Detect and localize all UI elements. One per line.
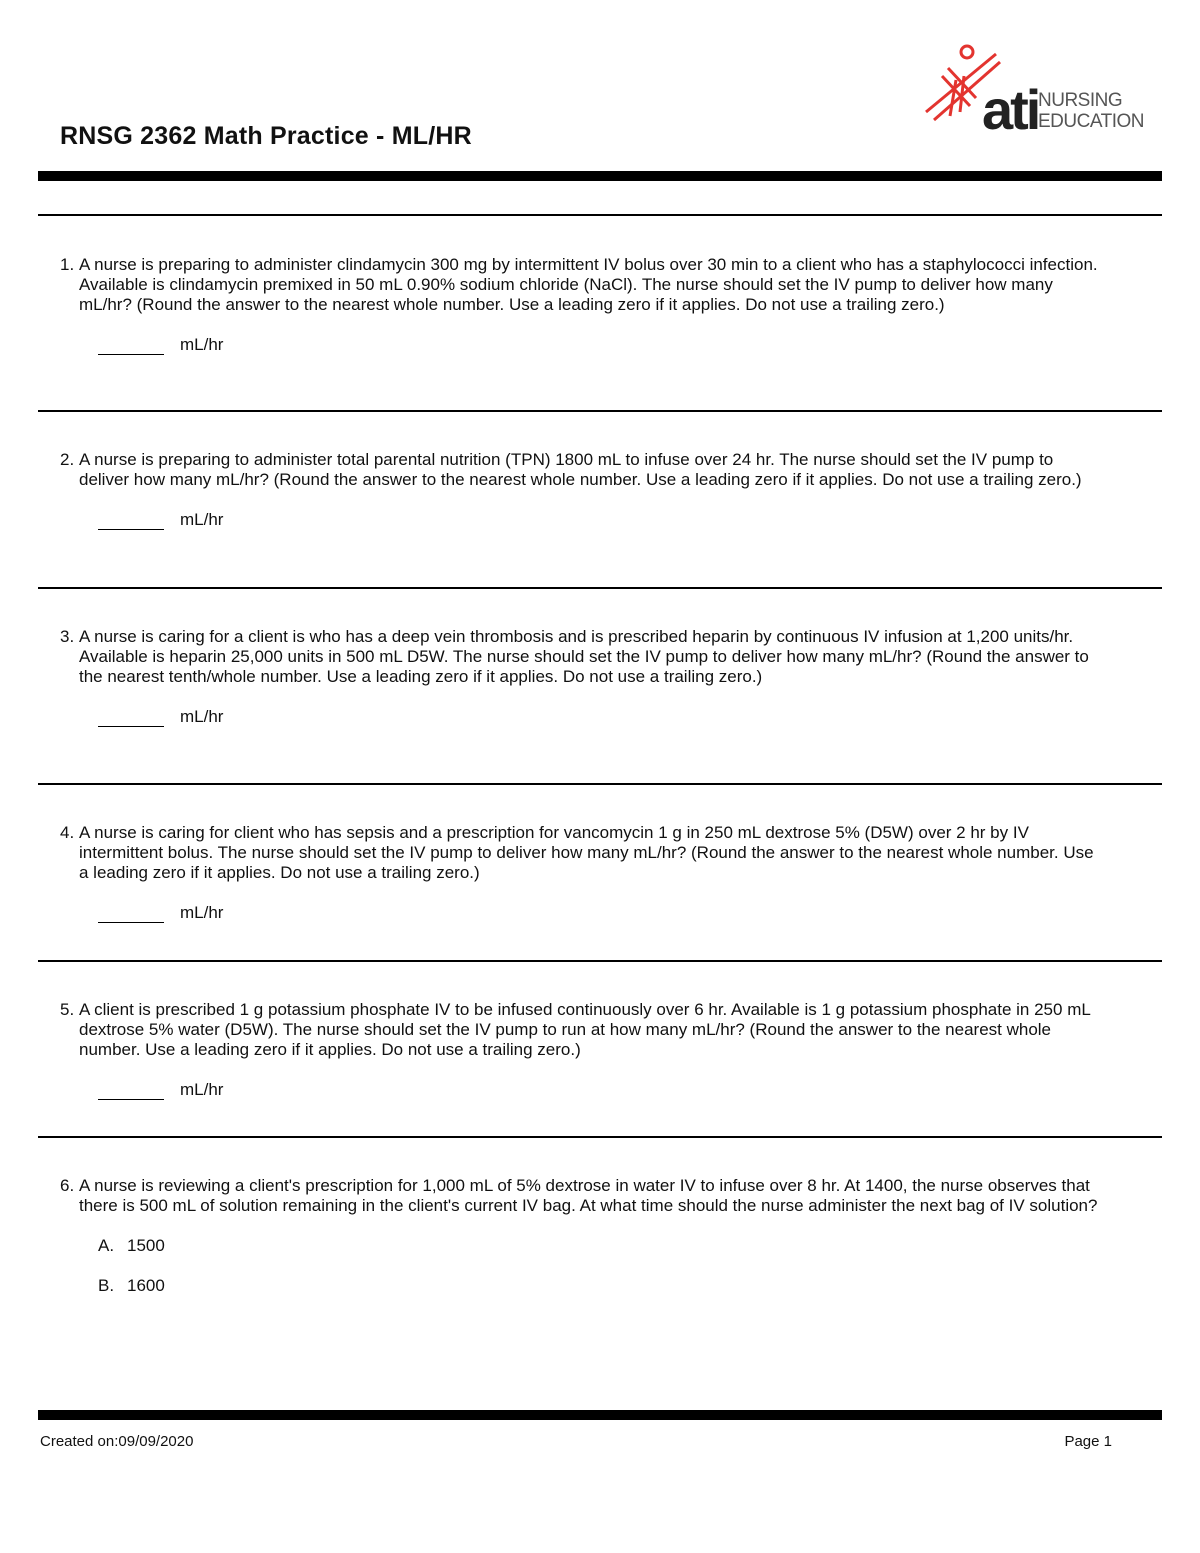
section-divider [38, 960, 1162, 962]
option-text: 1500 [127, 1236, 165, 1255]
option-text: 1600 [127, 1276, 165, 1295]
section-divider [38, 1136, 1162, 1138]
answer-unit: mL/hr [180, 510, 224, 529]
section-divider [38, 214, 1162, 216]
answer-line [98, 510, 1100, 530]
answer-unit: mL/hr [180, 707, 224, 726]
answer-options [98, 1236, 1100, 1296]
question-text: A nurse is caring for a client is who has a deep vein thrombosis and is prescribed heparin by continuous IV infusion at 1,200 units/hr. Available is heparin 25,000 units in 500 mL D5W. The nurse should set the IV pump to deliver how many mL/hr? (Round the answer to the nearest tenth/whole number. Use a leading zero if it applies. Do not use a trailing zero.) [79, 627, 1089, 686]
answer-blank[interactable] [98, 709, 164, 727]
answer-line [98, 1080, 1100, 1100]
answer-blank[interactable] [98, 337, 164, 355]
answer-line [98, 707, 1100, 727]
header-divider [38, 171, 1162, 181]
option-b[interactable] [98, 1276, 1100, 1296]
section-divider [38, 783, 1162, 785]
section-divider [38, 587, 1162, 589]
footer-divider [38, 1410, 1162, 1420]
question-3 [60, 627, 1100, 727]
created-date: Created on:09/09/2020 [40, 1433, 194, 1450]
question-number: 1. [60, 255, 75, 274]
answer-blank[interactable] [98, 512, 164, 530]
question-1 [60, 255, 1100, 355]
question-number: 5. [60, 1000, 75, 1019]
question-6 [60, 1176, 1100, 1316]
question-text: A nurse is preparing to administer total parental nutrition (TPN) 1800 mL to infuse over 24 hr. The nurse should set the IV pump to deliver how many mL/hr? (Round the answer to the nearest whole number. Use a leading zero if it applies. Do not use a trailing zero.) [79, 450, 1082, 489]
question-text: A nurse is caring for client who has sepsis and a prescription for vancomycin 1 g in 250 mL dextrose 5% (D5W) over 2 hr by IV intermittent bolus. The nurse should set the IV pump to deliver how many mL/hr? (Round the answer to the nearest whole number. Use a leading zero if it applies. Do not use a trailing zero.) [79, 823, 1094, 882]
option-letter: B. [98, 1276, 115, 1295]
section-divider [38, 410, 1162, 412]
question-text: A client is prescribed 1 g potassium phosphate IV to be infused continuously over 6 hr. Available is 1 g potassium phosphate in 250 mL dextrose 5% water (D5W). The nurse should set the IV pump to run at how many mL/hr? (Round the answer to the nearest whole number. Use a leading zero if it applies. Do not use a trailing zero.) [79, 1000, 1091, 1059]
answer-unit: mL/hr [180, 1080, 224, 1099]
option-letter: A. [98, 1236, 115, 1255]
question-text: A nurse is preparing to administer clindamycin 300 mg by intermittent IV bolus over 30 min to a client who has a staphylococci infection. Available is clindamycin premixed in 50 mL 0.90% sodium chloride (NaCl). The nurse should set the IV pump to deliver how many mL/hr? (Round the answer to the nearest whole number. Use a leading zero if it applies. Do not use a trailing zero.) [79, 255, 1098, 314]
document-title: RNSG 2362 Math Practice - ML/HR [60, 122, 472, 150]
question-4 [60, 823, 1100, 923]
page-number: Page 1 [1064, 1433, 1112, 1450]
answer-line [98, 335, 1100, 355]
question-number: 2. [60, 450, 75, 469]
question-number: 3. [60, 627, 75, 646]
question-2 [60, 450, 1100, 530]
question-text: A nurse is reviewing a client's prescription for 1,000 mL of 5% dextrose in water IV to infuse over 8 hr. At 1400, the nurse observes that there is 500 mL of solution remaining in the client's current IV bag. At what time should the nurse administer the next bag of IV solution? [79, 1176, 1098, 1215]
ati-logo [920, 40, 1144, 141]
logo-word: ati [982, 78, 1039, 141]
answer-blank[interactable] [98, 905, 164, 923]
question-5 [60, 1000, 1100, 1100]
question-number: 6. [60, 1176, 75, 1195]
answer-line [98, 903, 1100, 923]
answer-unit: mL/hr [180, 903, 224, 922]
option-a[interactable] [98, 1236, 1100, 1256]
answer-unit: mL/hr [180, 335, 224, 354]
question-number: 4. [60, 823, 75, 842]
answer-blank[interactable] [98, 1082, 164, 1100]
logo-subtitle: NURSING EDUCATION [1038, 90, 1144, 132]
